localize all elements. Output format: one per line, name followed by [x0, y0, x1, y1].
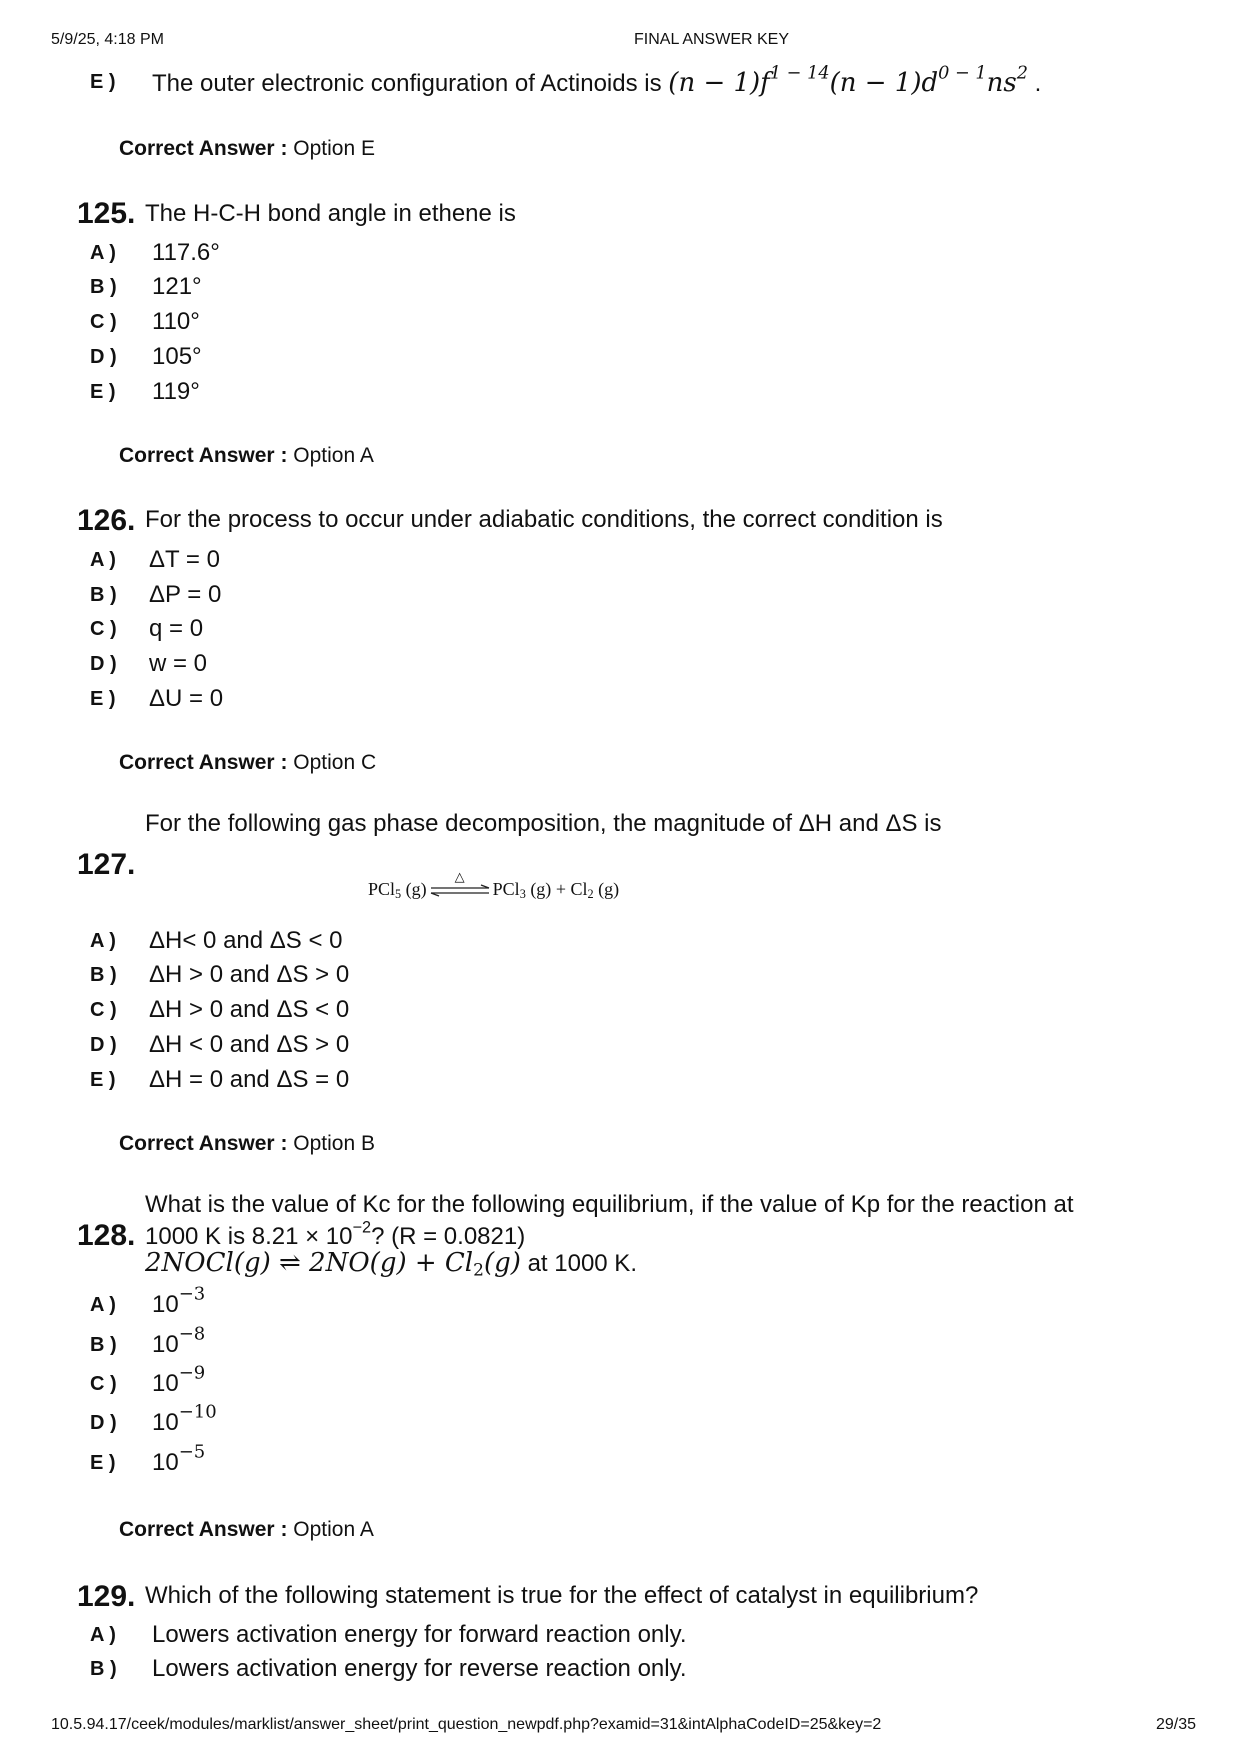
option-label: E ): [90, 1069, 116, 1091]
option-label: C ): [90, 618, 117, 640]
option-label: B ): [90, 276, 117, 298]
option-label: A ): [90, 930, 116, 952]
option-text: Lowers activation energy for reverse reaction only.: [152, 1655, 687, 1682]
option-label: D ): [90, 653, 117, 675]
option-label: D ): [90, 1412, 117, 1434]
question-text: Which of the following statement is true for the effect of catalyst in equilibrium?: [145, 1582, 979, 1609]
question-text: The H-C-H bond angle in ethene is: [145, 200, 516, 227]
math-configuration: $(n - 1)f^{1 - 14}(n - 1)d^{0 - 1}ns^2$: [668, 63, 1029, 98]
question-text-line2: 1000 K is $8.21 \times 10^{-2}$? (R = 0.0821): [145, 1218, 526, 1250]
option-label: A ): [90, 1294, 116, 1316]
option-label: C ): [90, 1373, 117, 1395]
option-text: The outer electronic configuration of Actinoids is $(n - 1)f^{1 - 14}(n - 1)d^{0 - 1}ns^2$ .: [152, 63, 1042, 98]
page-url: 10.5.94.17/ceek/modules/marklist/answer_sheet/print_question_newpdf.php?examid=31&intAlphaCodeID=25&key=2: [51, 1716, 882, 1733]
page-header-title: FINAL ANSWER KEY: [634, 31, 789, 48]
question-text: For the following gas phase decomposition, the magnitude of ΔH and ΔS is: [145, 810, 942, 837]
question-text-line1: What is the value of Kc for the following equilibrium, if the value of Kp for the reaction at: [145, 1191, 1074, 1218]
option-label: E ): [90, 381, 116, 403]
option-text: 110°: [152, 308, 200, 335]
correct-answer: [119, 445, 374, 466]
option-text: 105°: [152, 343, 202, 370]
option-label: C ): [90, 311, 117, 333]
option-label: B ): [90, 964, 117, 986]
option-text: $10^{-10}$: [152, 1401, 217, 1436]
option-label: B ): [90, 1658, 117, 1680]
option-text: ΔH > 0 and ΔS < 0: [149, 996, 350, 1023]
option-text: $10^{-8}$: [152, 1323, 206, 1358]
correct-answer-label: Correct Answer :: [119, 1518, 288, 1541]
question-number: 126.: [77, 504, 136, 537]
option-text: w = 0: [149, 650, 208, 677]
option-text: Lowers activation energy for forward reaction only.: [152, 1621, 687, 1648]
option-text: ΔU = 0: [149, 685, 224, 712]
option-text-prefix: The outer electronic configuration of Actinoids is: [152, 70, 662, 97]
correct-answer-value: Option B: [293, 1132, 375, 1155]
option-text: ΔH< 0 and ΔS < 0: [149, 927, 343, 954]
correct-answer: [119, 1519, 374, 1540]
page-number: 29/35: [1156, 1716, 1197, 1733]
option-label: D ): [90, 346, 117, 368]
correct-answer-label: Correct Answer :: [119, 751, 288, 774]
correct-answer-value: Option A: [293, 1518, 374, 1541]
option-text: $10^{-9}$: [152, 1362, 206, 1397]
equilibrium-equation: 2NOCl(g) ⇌ $2NO(g) + Cl_2(g)$ at 1000 K.: [145, 1248, 637, 1281]
option-text: ΔP = 0: [149, 581, 222, 608]
option-text: 121°: [152, 273, 202, 300]
reactant: PCl$_5$ (g): [368, 879, 427, 902]
option-text: ΔH < 0 and ΔS > 0: [149, 1031, 350, 1058]
option-text: q = 0: [149, 615, 204, 642]
correct-answer-label: Correct Answer :: [119, 1132, 288, 1155]
correct-answer-value: Option C: [293, 751, 377, 774]
option-label: E ): [90, 688, 116, 710]
heat-symbol: △: [454, 869, 465, 884]
option-text: 119°: [152, 378, 200, 405]
question-number: 125.: [77, 197, 136, 230]
option-label: D ): [90, 1034, 117, 1056]
correct-answer-label: Correct Answer :: [119, 137, 288, 160]
option-label: A ): [90, 549, 116, 571]
option-label: A ): [90, 1624, 116, 1646]
correct-answer-label: Correct Answer :: [119, 444, 288, 467]
option-label: E ): [90, 1452, 116, 1474]
question-number: 129.: [77, 1580, 136, 1613]
option-text: $10^{-3}$: [152, 1283, 206, 1318]
print-datetime: 5/9/25, 4:18 PM: [51, 31, 164, 48]
option-label: B ): [90, 1334, 117, 1356]
option-text: ΔT = 0: [149, 546, 220, 573]
correct-answer: [119, 138, 375, 159]
option-text: 117.6°: [152, 239, 220, 266]
option-text: ΔH = 0 and ΔS = 0: [149, 1066, 350, 1093]
equilibrium-arrow-icon: [429, 869, 491, 898]
correct-answer-value: Option E: [293, 137, 375, 160]
correct-answer: [119, 752, 376, 773]
option-label: C ): [90, 999, 117, 1021]
option-text: ΔH > 0 and ΔS > 0: [149, 961, 350, 988]
correct-answer-value: Option A: [293, 444, 374, 467]
option-text: $10^{-5}$: [152, 1441, 206, 1476]
question-text: For the process to occur under adiabatic conditions, the correct condition is: [145, 506, 943, 533]
correct-answer: [119, 1133, 375, 1154]
reaction-equation: [368, 869, 620, 902]
question-number: 128.: [77, 1219, 136, 1252]
question-number: 127.: [77, 848, 136, 881]
option-label: E ): [90, 71, 116, 93]
option-label: A ): [90, 242, 116, 264]
option-label: B ): [90, 584, 117, 606]
product: PCl$_3$ $(g) + Cl_2$ (g): [492, 879, 620, 902]
